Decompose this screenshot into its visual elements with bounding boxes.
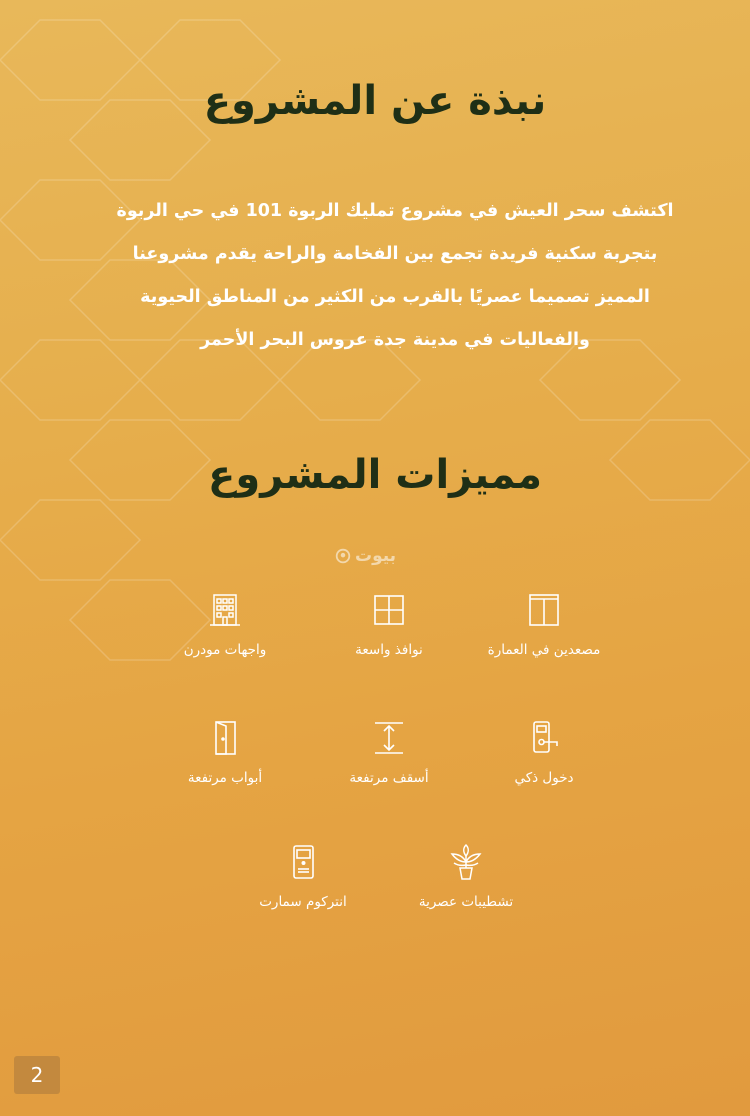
about-line: والفعاليات في مدينة جدة عروس البحر الأحمر bbox=[200, 330, 590, 350]
feature-label: مصعدين في العمارة bbox=[487, 642, 601, 658]
feature-high-doors bbox=[140, 718, 310, 786]
elevator-icon bbox=[524, 590, 564, 630]
page-number: 2 bbox=[14, 1056, 60, 1094]
feature-high-ceilings bbox=[304, 718, 474, 786]
intercom-icon bbox=[283, 842, 323, 882]
about-line: بتجربة سكنية فريدة تجمع بين الفخامة والراحة يقدم مشروعنا bbox=[132, 244, 658, 264]
feature-label: تشطيبات عصرية bbox=[418, 894, 514, 910]
about-line: المميز تصميما عصريًا بالقرب من الكثير من المناطق الحيوية bbox=[140, 287, 650, 307]
feature-label: نوافذ واسعة bbox=[355, 642, 423, 658]
features-title: مميزات المشروع bbox=[208, 452, 542, 498]
feature-facades bbox=[140, 590, 310, 658]
plant-icon bbox=[446, 842, 486, 882]
about-title: نبذة عن المشروع bbox=[203, 78, 547, 124]
door-icon bbox=[205, 718, 245, 758]
feature-label: أبواب مرتفعة bbox=[187, 770, 263, 786]
building-icon bbox=[205, 590, 245, 630]
watermark-text: بيوت bbox=[355, 546, 397, 566]
feature-label: دخول ذكي bbox=[514, 770, 574, 786]
feature-modern-finishes bbox=[381, 842, 551, 910]
about-paragraph bbox=[90, 190, 700, 362]
ceiling-height-icon bbox=[369, 718, 409, 758]
window-icon bbox=[369, 590, 409, 630]
about-line: اكتشف سحر العيش في مشروع تمليك الربوة 101 في حي الربوة bbox=[116, 201, 674, 221]
feature-elevators bbox=[459, 590, 629, 658]
watermark bbox=[334, 546, 396, 566]
feature-smart-intercom bbox=[218, 842, 388, 910]
feature-windows bbox=[304, 590, 474, 658]
feature-label: أسقف مرتفعة bbox=[349, 770, 429, 786]
feature-smart-entry bbox=[459, 718, 629, 786]
watermark-logo-icon bbox=[334, 547, 352, 565]
feature-label: واجهات مودرن bbox=[183, 642, 267, 658]
smart-lock-icon bbox=[524, 718, 564, 758]
feature-label: انتركوم سمارت bbox=[259, 894, 347, 910]
